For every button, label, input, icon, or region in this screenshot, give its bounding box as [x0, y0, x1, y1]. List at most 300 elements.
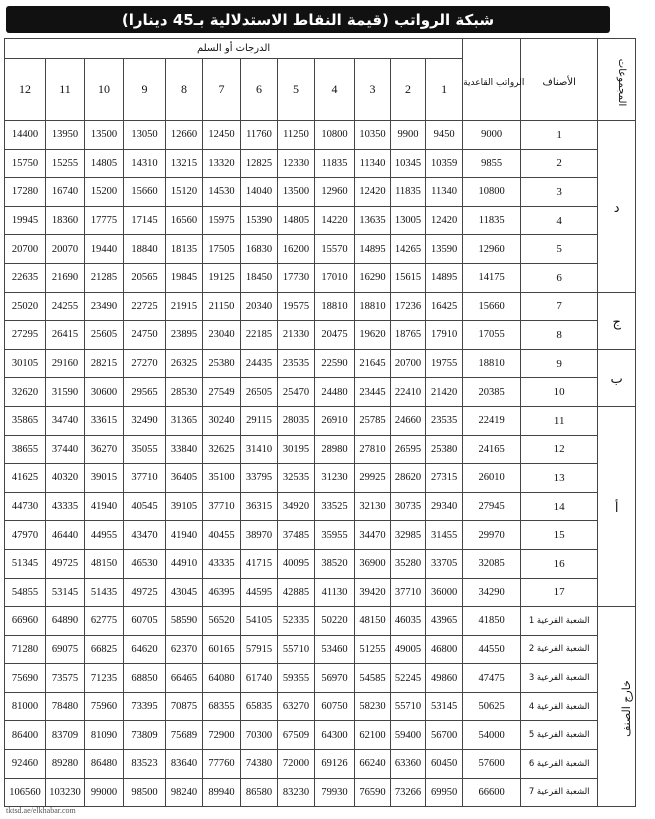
salary-cell: 48150: [85, 549, 124, 578]
table-row: [5, 321, 636, 350]
salary-cell: 20340: [241, 292, 278, 321]
table-row: [5, 521, 636, 550]
salary-cell: 20070: [46, 235, 85, 264]
salary-cell: 14265: [391, 235, 426, 264]
salary-cell: 89940: [203, 778, 241, 807]
group-d-label: د: [613, 200, 620, 216]
salary-cell: 14310: [124, 149, 166, 178]
salary-cell: 70300: [241, 721, 278, 750]
salary-cell: 60705: [124, 607, 166, 636]
category-cell: 12: [521, 435, 598, 464]
salary-cell: 48150: [355, 607, 391, 636]
salary-cell: 27295: [5, 321, 46, 350]
table-row: [5, 406, 636, 435]
salary-cell: 21915: [166, 292, 203, 321]
base-salary-cell: 9000: [463, 121, 521, 150]
salary-cell: 64620: [124, 635, 166, 664]
salary-cell: 13500: [85, 121, 124, 150]
salaries-header-label: الرواتب القاعدية: [463, 78, 525, 88]
salary-cell: 59355: [278, 664, 315, 693]
salary-cell: 37440: [46, 435, 85, 464]
salary-cell: 38655: [5, 435, 46, 464]
salary-cell: 53145: [46, 578, 85, 607]
salary-cell: 35955: [315, 521, 355, 550]
salary-cell: 35100: [203, 464, 241, 493]
salary-cell: 26415: [46, 321, 85, 350]
salary-cell: 41940: [166, 521, 203, 550]
salary-cell: 71280: [5, 635, 46, 664]
salary-cell: 70875: [166, 692, 203, 721]
category-cell: 15: [521, 521, 598, 550]
salary-cell: 32490: [124, 406, 166, 435]
salary-cell: 15570: [315, 235, 355, 264]
salary-cell: 14895: [355, 235, 391, 264]
salary-cell: 23895: [166, 321, 203, 350]
base-salary-cell: 18810: [463, 349, 521, 378]
salary-cell: 14400: [5, 121, 46, 150]
salary-cell: 11760: [241, 121, 278, 150]
base-salary-cell: 17055: [463, 321, 521, 350]
salary-cell: 9900: [391, 121, 426, 150]
base-salary-cell: 32085: [463, 549, 521, 578]
step-header-3: 3: [355, 59, 391, 121]
salary-cell: 18135: [166, 235, 203, 264]
salary-cell: 25380: [203, 349, 241, 378]
salary-cell: 35055: [124, 435, 166, 464]
table-row: [5, 492, 636, 521]
salary-cell: 54585: [355, 664, 391, 693]
base-salary-cell: 54000: [463, 721, 521, 750]
salary-cell: 44730: [5, 492, 46, 521]
salary-cell: 23535: [278, 349, 315, 378]
table-row: [5, 692, 636, 721]
salary-cell: 15390: [241, 206, 278, 235]
step-header-10: 10: [85, 59, 124, 121]
category-cell: الشعبة الفرعية 1: [521, 607, 598, 636]
salary-cell: 11250: [278, 121, 315, 150]
salary-cell: 54105: [241, 607, 278, 636]
salary-cell: 89280: [46, 750, 85, 779]
salary-cell: 73266: [391, 778, 426, 807]
category-cell: 6: [521, 263, 598, 292]
salary-cell: 49725: [46, 549, 85, 578]
salary-cell: 19845: [166, 263, 203, 292]
salary-cell: 63360: [391, 750, 426, 779]
salary-cell: 43470: [124, 521, 166, 550]
salary-cell: 25380: [426, 435, 463, 464]
salary-cell: 98240: [166, 778, 203, 807]
salary-cell: 30195: [278, 435, 315, 464]
salary-cell: 106560: [5, 778, 46, 807]
steps-header: الدرجات أو السلم: [5, 39, 463, 59]
salary-cell: 52335: [278, 607, 315, 636]
salary-cell: 62370: [166, 635, 203, 664]
salary-cell: 23490: [85, 292, 124, 321]
category-cell: الشعبة الفرعية 5: [521, 721, 598, 750]
category-cell: 8: [521, 321, 598, 350]
table-row: [5, 263, 636, 292]
salary-cell: 21330: [278, 321, 315, 350]
salary-cell: 61740: [241, 664, 278, 693]
step-header-6: 6: [241, 59, 278, 121]
salary-cell: 37710: [203, 492, 241, 521]
table-row: [5, 178, 636, 207]
salary-cell: 28980: [315, 435, 355, 464]
salary-cell: 43335: [203, 549, 241, 578]
salary-cell: 20700: [5, 235, 46, 264]
salary-cell: 69126: [315, 750, 355, 779]
category-cell: الشعبة الفرعية 6: [521, 750, 598, 779]
salary-cell: 86480: [85, 750, 124, 779]
salary-cell: 22635: [5, 263, 46, 292]
salary-cell: 23040: [203, 321, 241, 350]
salary-cell: 39420: [355, 578, 391, 607]
step-header-11: 11: [46, 59, 85, 121]
salary-cell: 20475: [315, 321, 355, 350]
base-salary-cell: 27945: [463, 492, 521, 521]
salary-cell: 46035: [391, 607, 426, 636]
salary-cell: 18810: [355, 292, 391, 321]
salary-cell: 33840: [166, 435, 203, 464]
group-b-label: ب: [610, 372, 623, 388]
category-cell: 1: [521, 121, 598, 150]
salaries-header: [463, 39, 525, 121]
salary-cell: 18810: [315, 292, 355, 321]
salary-cell: 11835: [391, 178, 426, 207]
salary-cell: 41130: [315, 578, 355, 607]
salary-cell: 27270: [124, 349, 166, 378]
salary-cell: 20565: [124, 263, 166, 292]
step-header-2: 2: [391, 59, 426, 121]
table-title: شبكة الرواتب (قيمة النقاط الاستدلالية بـ45 دينارا): [6, 6, 610, 33]
table-row: [5, 578, 636, 607]
salary-cell: 83709: [46, 721, 85, 750]
salary-cell: 25470: [278, 378, 315, 407]
salary-cell: 36000: [426, 578, 463, 607]
base-salary-cell: 12960: [463, 235, 521, 264]
salary-cell: 13050: [124, 121, 166, 150]
category-cell: 16: [521, 549, 598, 578]
salary-cell: 18765: [391, 321, 426, 350]
salary-cell: 17145: [124, 206, 166, 235]
salary-cell: 68355: [203, 692, 241, 721]
base-salary-cell: 15660: [463, 292, 521, 321]
table-row: [5, 635, 636, 664]
group-b-cell: [598, 349, 636, 406]
category-cell: 3: [521, 178, 598, 207]
table-row: [5, 378, 636, 407]
salary-cell: 33795: [241, 464, 278, 493]
salary-cell: 32985: [391, 521, 426, 550]
salary-cell: 10350: [355, 121, 391, 150]
salary-cell: 37710: [124, 464, 166, 493]
salary-cell: 73575: [46, 664, 85, 693]
salary-cell: 22185: [241, 321, 278, 350]
salary-cell: 46395: [203, 578, 241, 607]
salary-cell: 98500: [124, 778, 166, 807]
group-out-of-category-cell: [598, 607, 636, 807]
salary-cell: 16200: [278, 235, 315, 264]
salary-cell: 30600: [85, 378, 124, 407]
salary-cell: 29565: [124, 378, 166, 407]
salary-cell: 50220: [315, 607, 355, 636]
salary-cell: 20700: [391, 349, 426, 378]
salary-cell: 74380: [241, 750, 278, 779]
category-cell: 13: [521, 464, 598, 493]
salary-cell: 28530: [166, 378, 203, 407]
step-header-9: 9: [124, 59, 166, 121]
salary-cell: 86400: [5, 721, 46, 750]
salary-cell: 75690: [5, 664, 46, 693]
salary-cell: 10800: [315, 121, 355, 150]
salary-cell: 40455: [203, 521, 241, 550]
salary-cell: 17730: [278, 263, 315, 292]
salary-cell: 78480: [46, 692, 85, 721]
salary-cell: 16425: [426, 292, 463, 321]
salary-cell: 33705: [426, 549, 463, 578]
base-salary-cell: 14175: [463, 263, 521, 292]
base-salary-cell: 10800: [463, 178, 521, 207]
salary-cell: 56700: [426, 721, 463, 750]
salary-cell: 18450: [241, 263, 278, 292]
salary-cell: 35865: [5, 406, 46, 435]
salary-cell: 57915: [241, 635, 278, 664]
salary-cell: 31455: [426, 521, 463, 550]
salary-cell: 15975: [203, 206, 241, 235]
salary-cell: 34920: [278, 492, 315, 521]
salary-cell: 43045: [166, 578, 203, 607]
salary-cell: 99000: [85, 778, 124, 807]
salary-cell: 33525: [315, 492, 355, 521]
salary-cell: 27810: [355, 435, 391, 464]
salary-cell: 56970: [315, 664, 355, 693]
salary-cell: 29115: [241, 406, 278, 435]
salary-cell: 46530: [124, 549, 166, 578]
salary-cell: 34740: [46, 406, 85, 435]
base-salary-cell: 34290: [463, 578, 521, 607]
salary-cell: 19125: [203, 263, 241, 292]
groups-header-label: المجموعات: [616, 58, 628, 107]
salary-cell: 40320: [46, 464, 85, 493]
salary-cell: 42885: [278, 578, 315, 607]
salary-cell: 25020: [5, 292, 46, 321]
category-cell: 11: [521, 406, 598, 435]
salary-cell: 21690: [46, 263, 85, 292]
salary-cell: 12660: [166, 121, 203, 150]
salary-cell: 103230: [46, 778, 85, 807]
groups-header: [598, 39, 636, 121]
base-salary-cell: 50625: [463, 692, 521, 721]
salary-cell: 31365: [166, 406, 203, 435]
salary-cell: 27549: [203, 378, 241, 407]
salary-cell: 37485: [278, 521, 315, 550]
category-cell: 10: [521, 378, 598, 407]
salary-cell: 46440: [46, 521, 85, 550]
salary-cell: 43335: [46, 492, 85, 521]
category-cell: 9: [521, 349, 598, 378]
salary-cell: 40095: [278, 549, 315, 578]
salary-cell: 18840: [124, 235, 166, 264]
salary-cell: 66960: [5, 607, 46, 636]
category-cell: 4: [521, 206, 598, 235]
salary-cell: 12960: [315, 178, 355, 207]
salary-cell: 92460: [5, 750, 46, 779]
salary-cell: 14530: [203, 178, 241, 207]
group-a-cell: [598, 406, 636, 606]
salary-cell: 28035: [278, 406, 315, 435]
salary-cell: 33615: [85, 406, 124, 435]
salary-cell: 13500: [278, 178, 315, 207]
salary-cell: 18360: [46, 206, 85, 235]
salary-cell: 66825: [85, 635, 124, 664]
salary-cell: 14895: [426, 263, 463, 292]
salary-cell: 46800: [426, 635, 463, 664]
step-header-1: 1: [426, 59, 463, 121]
salary-cell: 38520: [315, 549, 355, 578]
base-salary-cell: 41850: [463, 607, 521, 636]
salary-cell: 26910: [315, 406, 355, 435]
salary-cell: 12330: [278, 149, 315, 178]
salary-cell: 11835: [315, 149, 355, 178]
salary-cell: 28620: [391, 464, 426, 493]
salary-cell: 15660: [124, 178, 166, 207]
step-header-4: 4: [315, 59, 355, 121]
salary-cell: 41625: [5, 464, 46, 493]
salary-cell: 13590: [426, 235, 463, 264]
salary-cell: 55710: [278, 635, 315, 664]
salary-cell: 58230: [355, 692, 391, 721]
salary-cell: 72900: [203, 721, 241, 750]
salary-cell: 21285: [85, 263, 124, 292]
table-row: [5, 464, 636, 493]
table-row: [5, 435, 636, 464]
salary-cell: 15200: [85, 178, 124, 207]
salary-cell: 15615: [391, 263, 426, 292]
salary-cell: 22725: [124, 292, 166, 321]
salary-cell: 17280: [5, 178, 46, 207]
salary-cell: 29160: [46, 349, 85, 378]
salary-cell: 72000: [278, 750, 315, 779]
salary-cell: 32620: [5, 378, 46, 407]
salary-cell: 86580: [241, 778, 278, 807]
salary-cell: 64890: [46, 607, 85, 636]
salary-cell: 28215: [85, 349, 124, 378]
salary-cell: 60750: [315, 692, 355, 721]
salary-cell: 12420: [355, 178, 391, 207]
salary-cell: 17910: [426, 321, 463, 350]
salary-cell: 75689: [166, 721, 203, 750]
salary-cell: 15255: [46, 149, 85, 178]
salary-cell: 49860: [426, 664, 463, 693]
base-salary-cell: 20385: [463, 378, 521, 407]
salary-cell: 11340: [426, 178, 463, 207]
base-salary-cell: 22419: [463, 406, 521, 435]
salary-cell: 36270: [85, 435, 124, 464]
salary-cell: 10359: [426, 149, 463, 178]
salary-cell: 25785: [355, 406, 391, 435]
salary-cell: 13320: [203, 149, 241, 178]
salary-cell: 31230: [315, 464, 355, 493]
salary-cell: 13635: [355, 206, 391, 235]
group-a-label: أ: [614, 501, 619, 517]
salary-cell: 19620: [355, 321, 391, 350]
salary-cell: 75960: [85, 692, 124, 721]
salary-cell: 73809: [124, 721, 166, 750]
table-row: [5, 121, 636, 150]
salary-cell: 66465: [166, 664, 203, 693]
salary-cell: 36315: [241, 492, 278, 521]
salary-cell: 14805: [278, 206, 315, 235]
salary-cell: 15750: [5, 149, 46, 178]
salary-cell: 83230: [278, 778, 315, 807]
salary-cell: 43965: [426, 607, 463, 636]
salary-cell: 24750: [124, 321, 166, 350]
base-salary-cell: 26010: [463, 464, 521, 493]
salary-cell: 39105: [166, 492, 203, 521]
table-row: [5, 206, 636, 235]
salary-cell: 26595: [391, 435, 426, 464]
table-row: [5, 235, 636, 264]
categories-header: [521, 39, 598, 121]
group-j-cell: [598, 292, 636, 349]
table-row: [5, 750, 636, 779]
salary-cell: 27315: [426, 464, 463, 493]
salary-cell: 53145: [426, 692, 463, 721]
salary-cell: 19755: [426, 349, 463, 378]
salary-cell: 51255: [355, 635, 391, 664]
salary-cell: 14805: [85, 149, 124, 178]
salary-cell: 12450: [203, 121, 241, 150]
salary-cell: 52245: [391, 664, 426, 693]
salary-cell: 39015: [85, 464, 124, 493]
salary-cell: 54855: [5, 578, 46, 607]
salary-cell: 23535: [426, 406, 463, 435]
salary-cell: 24660: [391, 406, 426, 435]
salary-cell: 16830: [241, 235, 278, 264]
salary-cell: 30735: [391, 492, 426, 521]
salary-cell: 73395: [124, 692, 166, 721]
salary-cell: 9450: [426, 121, 463, 150]
salary-cell: 21645: [355, 349, 391, 378]
salary-cell: 24255: [46, 292, 85, 321]
salary-cell: 22590: [315, 349, 355, 378]
salary-cell: 13005: [391, 206, 426, 235]
salary-cell: 81000: [5, 692, 46, 721]
salary-cell: 17505: [203, 235, 241, 264]
salary-cell: 12420: [426, 206, 463, 235]
salary-cell: 83640: [166, 750, 203, 779]
table-row: [5, 149, 636, 178]
salary-cell: 19575: [278, 292, 315, 321]
salary-cell: 32625: [203, 435, 241, 464]
salary-cell: 17236: [391, 292, 426, 321]
salary-cell: 41715: [241, 549, 278, 578]
salary-cell: 22410: [391, 378, 426, 407]
base-salary-cell: 47475: [463, 664, 521, 693]
salary-cell: 26325: [166, 349, 203, 378]
salary-cell: 66240: [355, 750, 391, 779]
salary-cell: 37710: [391, 578, 426, 607]
salary-cell: 16740: [46, 178, 85, 207]
salary-cell: 62100: [355, 721, 391, 750]
salary-cell: 30105: [5, 349, 46, 378]
step-header-12: 12: [5, 59, 46, 121]
salary-cell: 14220: [315, 206, 355, 235]
salary-cell: 24435: [241, 349, 278, 378]
salary-cell: 13215: [166, 149, 203, 178]
table-row: [5, 721, 636, 750]
base-salary-cell: 57600: [463, 750, 521, 779]
